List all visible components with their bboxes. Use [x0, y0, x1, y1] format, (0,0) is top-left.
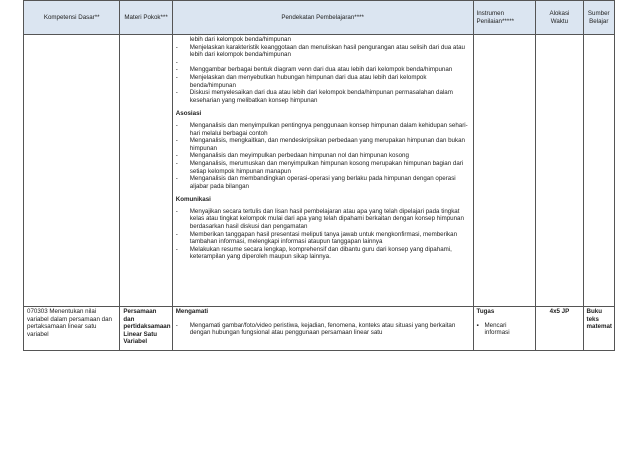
header-kompetensi: Kompetensi Dasar** [24, 1, 120, 35]
pendekatan-cell [172, 307, 473, 351]
header-alokasi [536, 1, 583, 35]
asosiasi-list [176, 122, 470, 190]
header-alokasi-line2: Waktu [550, 17, 569, 25]
list-item: - Menganalisis, merumuskan dan menyimpulkan himpunan kosong merupakan himpunan bagian dari setiap kelompok himpunan manapun [175, 159, 464, 175]
rpp-table [23, 0, 615, 351]
instrumen-cell [473, 35, 536, 307]
header-instrumen [473, 1, 536, 35]
instrumen-cell [473, 307, 536, 351]
list-item: - Menjelaskan dan menyebutkan hubungan himpunan dari dua atau lebih dari kelompok benda/himpunan [175, 73, 427, 89]
table-row [24, 307, 615, 351]
header-materi: Materi Pokok*** [120, 1, 172, 35]
table-row [24, 35, 615, 307]
materi-cell: Persamaan dan pertidaksamaan Linear Satu Variabel [120, 307, 172, 351]
pendekatan-cell [172, 35, 473, 307]
list-item: - Memberikan tanggapan hasil presentasi meliputi tanya jawab untuk mengkonfirmasi, memberikan tambahan informasi, melengkapi informasi ataupun tanggapan lainnya [175, 230, 458, 246]
header-sumber [583, 1, 614, 35]
list-item: - Menyajikan secara tertulis dan lisan hasil pembelajaran atau apa yang telah dipelajari pada tingkat kelas atau tingkat kelompok mulai dari apa yang telah dipahami berkaitan dengan konsep himpunan berdasarkan hasil diskusi dan pengamatan [175, 207, 464, 231]
header-row [24, 1, 615, 35]
komunikasi-list [176, 208, 470, 261]
mengamati-list [176, 322, 470, 337]
header-pendekatan: Pendekatan Pembelajaran**** [172, 1, 473, 35]
list-item: - Menganalisis dan membandingkan operasi-operasi yang berlaku pada himpunan dengan operasi aljabar pada bilangan [175, 175, 456, 190]
mengamati-title: Mengamati [175, 308, 209, 315]
list-item: - Menganalisis dan meyimpulkan perbedaan himpunan nol dan himpunan kosong [175, 152, 409, 160]
list-item: - [175, 58, 178, 66]
header-instrumen-line2: Penilaian***** [476, 17, 515, 25]
instrumen-value: Tugas [476, 308, 495, 315]
kompetensi-cell: 070303 Menentukan nilai variabel dalam persamaan dan pertaksamaan linear satu variabel [24, 307, 120, 351]
bullet-icon: ▪ [476, 321, 479, 329]
komunikasi-title: Komunikasi [175, 196, 211, 204]
header-alokasi-line1: Alokasi [549, 9, 570, 17]
list-item: - Menganalisis, mengkaitkan, dan mendeskripsikan perbedaan yang merupakan himpunan dan bukan himpunan [175, 137, 465, 152]
header-sumber-line1: Sumber [587, 9, 610, 17]
header-instrumen-line1: Instrumen [476, 9, 505, 17]
continuation-list [176, 44, 470, 105]
instrumen-item: ▪ Mencari informasi [476, 321, 510, 337]
alokasi-cell [536, 35, 583, 307]
sumber-cell [583, 35, 614, 307]
list-item: - Menggambar berbagai bentuk diagram venn dari dua atau lebih dari kelompok benda/himpunan [175, 66, 453, 74]
sumber-value: Buku teks matemat [583, 307, 614, 351]
continuation-first-line: lebih dari kelompok benda/himpunan [189, 36, 291, 43]
list-item: - Diskusi menyelesaikan dari dua atau lebih dari kelompok benda/himpunan permasalahan dalam keseharian yang melibatkan konsep himpunan [175, 89, 453, 104]
asosiasi-title: Asosiasi [175, 110, 202, 118]
list-item: - Melakukan resume secara lengkap, komprehensif dan dibantu guru dari konsep yang dipahami, keterampilan yang diperoleh maupun sikap lainnya. [175, 245, 452, 261]
materi-cell [120, 35, 172, 307]
kompetensi-cell [24, 35, 120, 307]
list-item: - Mengamati gambar/foto/video peristiwa, kejadian, fenomena, konteks atau situasi yang berkaitan dengan hubungan fungsional atau penggunaan persamaan linear satu [175, 321, 456, 337]
list-item: - Menjelaskan karakteristik keanggotaan dan menuliskan hasil pengurangan atau selisih dari dua atau lebih dari kelompok benda/himpunan [175, 43, 465, 59]
header-sumber-line2: Belajar [589, 17, 609, 25]
alokasi-value: 4x5 JP [536, 307, 583, 351]
list-item: - Menganalisis dan menyimpulkan pentingnya penggunaan konsep himpunan dalam kehidupan sehari-hari melalui berbagai contoh [175, 121, 468, 137]
